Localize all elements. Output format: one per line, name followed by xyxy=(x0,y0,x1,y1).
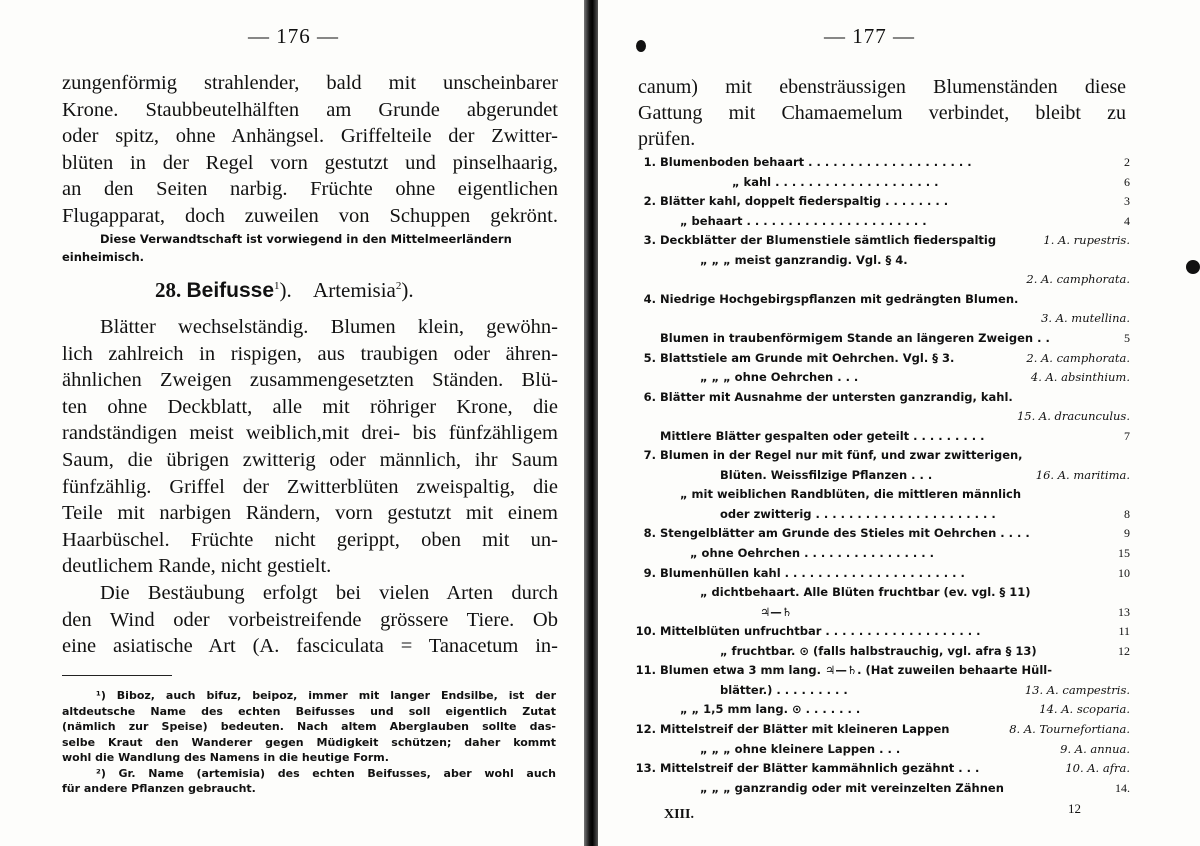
page-number-right: — 177 — xyxy=(824,24,915,48)
key-row xyxy=(630,409,1130,429)
page-number-left: — 176 — xyxy=(248,24,339,48)
key-number: 10. xyxy=(635,624,656,639)
key-row xyxy=(630,311,1130,331)
section-heading xyxy=(155,278,414,303)
key-row xyxy=(630,448,1130,468)
text-line: Gattung mit Chamaemelum verbindet, bleibt zu xyxy=(638,102,1126,124)
key-number: 4. xyxy=(643,291,656,306)
ink-blob xyxy=(1186,260,1200,274)
key-result xyxy=(1043,233,1130,247)
key-number: 6. xyxy=(643,389,656,404)
paragraph-line: den Wind oder vorbeistreifende grössere Tiere. Ob xyxy=(62,608,558,631)
key-number: 12. xyxy=(635,721,656,736)
key-text: „ kahl . . . . . . . . . . . . . . . . . . . . xyxy=(732,174,939,189)
footnote-line: ²) Gr. Name (artemisia) des echten Beifusses, aber wohl auch xyxy=(96,766,556,780)
text-line: an den Seiten narbig. Früchte ohne eigentlichen xyxy=(62,178,558,200)
key-text: „ ohne Oehrchen . . . . . . . . . . . . . . . . xyxy=(690,546,935,560)
key-number: 9. xyxy=(643,565,656,580)
key-result xyxy=(1112,546,1130,561)
key-row xyxy=(630,781,1130,801)
key-text: Stengelblätter am Grunde des Stieles mit Oehrchen . . . . xyxy=(660,526,1030,541)
paragraph-line: Teile mit narbigen Rändern, vorn gestutzt mit einem xyxy=(62,502,558,525)
paragraph-line: eine asiatische Art (A. fasciculata = Tanacetum in- xyxy=(62,635,558,658)
key-number: 2. xyxy=(643,194,656,209)
species-name: 2. A. camphorata. xyxy=(1026,272,1130,287)
species-name: 13. A. campestris. xyxy=(1024,682,1130,697)
key-text: ♃—♄ xyxy=(760,604,793,619)
key-result xyxy=(1112,644,1130,659)
text-line: prüfen. xyxy=(638,128,696,150)
signature-mark: XIII. xyxy=(664,807,694,822)
key-text: Blumen etwa 3 mm lang. ♃—♄. (Hat zuweilen behaarte Hüll- xyxy=(660,663,1053,678)
note-line: einheimisch. xyxy=(62,250,144,264)
section-latin-name: Artemisia xyxy=(313,278,396,302)
step-reference: 2 xyxy=(1124,155,1130,169)
key-number: 1. xyxy=(643,155,656,169)
key-result xyxy=(1036,468,1130,482)
key-text: Deckblätter der Blumenstiele sämtlich fiederspaltig xyxy=(660,233,997,248)
step-reference: 9 xyxy=(1124,526,1130,541)
key-result xyxy=(1118,331,1130,346)
key-text: „ „ „ ganzrandig oder mit vereinzelten Zähnen xyxy=(700,780,1004,795)
footnote-line: wohl die Wandlung des Namens in die heutige Form. xyxy=(62,751,389,764)
paragraph-line: ten ohne Deckblatt, alle mit röhriger Krone, die xyxy=(62,395,558,418)
key-row xyxy=(630,272,1130,292)
key-row xyxy=(630,507,1130,527)
key-row xyxy=(630,605,1130,625)
key-result xyxy=(1039,702,1130,716)
species-name: 16. A. maritima. xyxy=(1035,467,1130,482)
text-line: canum) mit ebensträussigen Blumenständen diese xyxy=(638,76,1126,98)
key-row xyxy=(630,683,1130,703)
key-result xyxy=(1118,526,1130,541)
species-name: 4. A. absinthium. xyxy=(1030,370,1130,385)
step-reference: 11 xyxy=(1118,624,1130,639)
key-text: Blüten. Weissfilzige Pflanzen . . . xyxy=(720,467,933,482)
section-number: 28. xyxy=(155,278,182,302)
species-name: 1. A. rupestris. xyxy=(1043,233,1130,248)
step-reference: 6 xyxy=(1124,174,1130,189)
step-reference: 3 xyxy=(1124,194,1130,209)
key-result xyxy=(1031,370,1130,384)
key-number: 7. xyxy=(643,448,656,463)
key-result xyxy=(1118,507,1130,522)
key-number: 5. xyxy=(643,350,656,365)
key-row xyxy=(630,487,1130,507)
key-result xyxy=(1060,742,1130,756)
footnote-rule xyxy=(62,675,172,676)
ink-spot xyxy=(636,40,646,52)
species-name: 3. A. mutellina. xyxy=(1041,311,1130,326)
footnote-line: ¹) Biboz, auch bifuz, beipoz, immer mit langer Endsilbe, ist der xyxy=(96,689,556,702)
footnote-line: für andere Pflanzen gebraucht. xyxy=(62,782,256,795)
key-row xyxy=(630,526,1130,546)
paragraph-line: fünfzählig. Griffel der Zwitterblüten zweispaltig, die xyxy=(62,475,558,498)
key-row xyxy=(630,233,1130,253)
key-text: „ fruchtbar. ⊙ (falls halbstrauchig, vgl. afra § 13) xyxy=(720,643,1037,658)
left-page xyxy=(0,0,584,846)
paragraph-line: Blätter wechselständig. Blumen klein, gewöhn- xyxy=(100,316,558,338)
text-line: blüten in der Regel vorn gestutzt und pinselhaarig, xyxy=(62,151,558,174)
key-text: Blumenhüllen kahl . . . . . . . . . . . . . . . . . . . . . . xyxy=(660,565,965,580)
key-result xyxy=(1118,429,1130,444)
step-reference: 5 xyxy=(1124,330,1130,345)
key-result xyxy=(1041,311,1130,325)
note-line: Diese Verwandtschaft ist vorwiegend in den Mittelmeerländern xyxy=(100,232,512,246)
step-reference: 14. xyxy=(1115,780,1130,795)
key-text: oder zwitterig . . . . . . . . . . . . . . . . . . . . . . xyxy=(720,506,996,521)
key-result xyxy=(1025,683,1130,697)
key-row xyxy=(630,468,1130,488)
key-row xyxy=(630,644,1130,664)
key-row xyxy=(630,194,1130,214)
step-reference: 12 xyxy=(1118,643,1130,658)
footnote-mark-1: 1 xyxy=(274,280,280,292)
key-text: „ „ „ ohne Oehrchen . . . xyxy=(700,370,859,385)
key-row xyxy=(630,702,1130,722)
key-text: Blattstiele am Grunde mit Oehrchen. Vgl. § 3. xyxy=(660,350,955,365)
key-row xyxy=(630,761,1130,781)
species-name: 14. A. scoparia. xyxy=(1039,702,1130,717)
key-result xyxy=(1118,214,1130,229)
paragraph-line: Haarbüschel. Früchte nicht gerippt, oben mit un- xyxy=(62,528,558,551)
key-row xyxy=(630,566,1130,586)
paragraph-line: lich zahlreich in rispigen, aus traubigen oder ähren- xyxy=(62,342,558,365)
text-line: Krone. Staubbeutelhälften am Grunde abgerundet xyxy=(62,98,558,121)
book-gutter xyxy=(584,0,598,846)
paragraph-line: deutlichem Rande, nicht gestielt. xyxy=(62,555,332,578)
key-text: Blumen in der Regel nur mit fünf, und zwar zwitterigen, xyxy=(660,448,1023,463)
key-row xyxy=(630,370,1130,390)
key-result xyxy=(1009,722,1130,736)
footnote-mark-2: 2 xyxy=(395,280,402,292)
key-row xyxy=(630,155,1130,175)
key-text: „ „ „ ohne kleinere Lappen . . . xyxy=(700,741,901,756)
key-row xyxy=(630,722,1130,742)
key-row xyxy=(630,292,1130,312)
key-row xyxy=(630,175,1130,195)
key-text: Blätter mit Ausnahme der untersten ganzrandig, kahl. xyxy=(660,389,1013,404)
key-result xyxy=(1065,761,1130,775)
species-name: 2. A. camphorata. xyxy=(1026,350,1130,365)
key-result xyxy=(1118,175,1130,190)
step-reference: 10 xyxy=(1118,565,1130,580)
key-text: „ dichtbehaart. Alle Blüten fruchtbar (ev. vgl. § 11) xyxy=(700,585,1031,600)
step-reference: 4 xyxy=(1124,213,1130,228)
key-text: „ „ „ meist ganzrandig. Vgl. § 4. xyxy=(700,252,908,267)
key-row xyxy=(630,429,1130,449)
key-result xyxy=(1026,272,1130,286)
key-result xyxy=(1118,155,1130,170)
section-title: Beifusse xyxy=(186,279,275,302)
key-text: Mittlere Blätter gespalten oder geteilt . . . . . . . . . xyxy=(660,428,985,443)
key-result xyxy=(1118,194,1130,209)
text-line: oder spitz, ohne Anhängsel. Griffelteile der Zwitter- xyxy=(62,125,558,147)
key-number: 8. xyxy=(643,526,656,541)
paragraph-line: randständigen meist weiblich,mit drei- bis fünfzähligem xyxy=(62,422,558,445)
key-row xyxy=(630,742,1130,762)
key-text: „ mit weiblichen Randblüten, die mittleren männlich xyxy=(680,487,1022,502)
key-number: 3. xyxy=(643,233,656,248)
text-line: Flugapparat, doch zuweilen von Schuppen gekrönt. xyxy=(62,204,558,227)
species-name: 10. A. afra. xyxy=(1065,761,1130,776)
key-text: blätter.) . . . . . . . . . xyxy=(720,682,848,697)
footnote-line: (nämlich zur Speise) bedeuten. Nach altem Aberglauben sollte das- xyxy=(62,720,556,733)
key-result xyxy=(1017,409,1130,423)
key-text: Mittelstreif der Blätter mit kleineren Lappen xyxy=(660,721,950,736)
key-text: Blumen in traubenförmigem Stande an längeren Zweigen . . xyxy=(660,330,1050,345)
key-text: Mittelstreif der Blätter kammähnlich gezähnt . . . xyxy=(660,761,980,776)
key-row xyxy=(630,546,1130,566)
key-row xyxy=(630,585,1130,605)
key-row xyxy=(630,253,1130,273)
species-name: 8. A. Tournefortiana. xyxy=(1009,721,1130,736)
heading-paren-1: ). xyxy=(279,278,292,302)
key-row xyxy=(630,351,1130,371)
step-reference: 15 xyxy=(1118,546,1130,560)
step-reference: 8 xyxy=(1124,506,1130,521)
heading-paren-2: ). xyxy=(401,278,414,302)
key-number: 13. xyxy=(635,761,656,776)
key-result xyxy=(1112,605,1130,620)
key-text: Blätter kahl, doppelt fiederspaltig . . . . . . . . xyxy=(660,194,949,209)
species-name: 9. A. annua. xyxy=(1060,741,1130,756)
key-row xyxy=(630,390,1130,410)
key-text: Blumenboden behaart . . . . . . . . . . . . . . . . . . . . xyxy=(660,155,972,169)
key-text: „ behaart . . . . . . . . . . . . . . . . . . . . . . xyxy=(680,213,927,228)
key-result xyxy=(1112,624,1130,639)
key-text: Niedrige Hochgebirgspflanzen mit gedrängten Blumen. xyxy=(660,291,1019,306)
footnote-line: altdeutsche Name des echten Beifusses und soll eigentlich Zutat xyxy=(62,704,556,718)
signature-number: 12 xyxy=(1068,801,1081,816)
key-result xyxy=(1109,781,1130,796)
key-row xyxy=(630,214,1130,234)
key-result xyxy=(1112,566,1130,581)
species-name: 15. A. dracunculus. xyxy=(1016,409,1130,424)
right-page xyxy=(598,0,1200,846)
paragraph-line: ähnlichen Zweigen zusammengesetzten Ständen. Blü- xyxy=(62,369,558,392)
key-row xyxy=(630,663,1130,683)
key-row xyxy=(630,331,1130,351)
key-result xyxy=(1026,351,1130,365)
key-text: Mittelblüten unfruchtbar . . . . . . . . . . . . . . . . . . . xyxy=(660,624,981,639)
key-row xyxy=(630,624,1130,644)
paragraph-line: Die Bestäubung erfolgt bei vielen Arten durch xyxy=(100,582,558,604)
text-line: zungenförmig strahlender, bald mit unscheinbarer xyxy=(62,72,558,94)
paragraph-line: Saum, die übrigen zwitterig oder männlich, ihr Saum xyxy=(62,449,558,471)
step-reference: 13 xyxy=(1118,604,1130,619)
key-number: 11. xyxy=(635,663,656,678)
footnote-line: selbe Kraut den Wanderer gegen Müdigkeit schützen; daher kommt xyxy=(62,735,556,749)
key-text: „ „ 1,5 mm lang. ⊙ . . . . . . . xyxy=(680,702,861,717)
step-reference: 7 xyxy=(1124,428,1130,443)
